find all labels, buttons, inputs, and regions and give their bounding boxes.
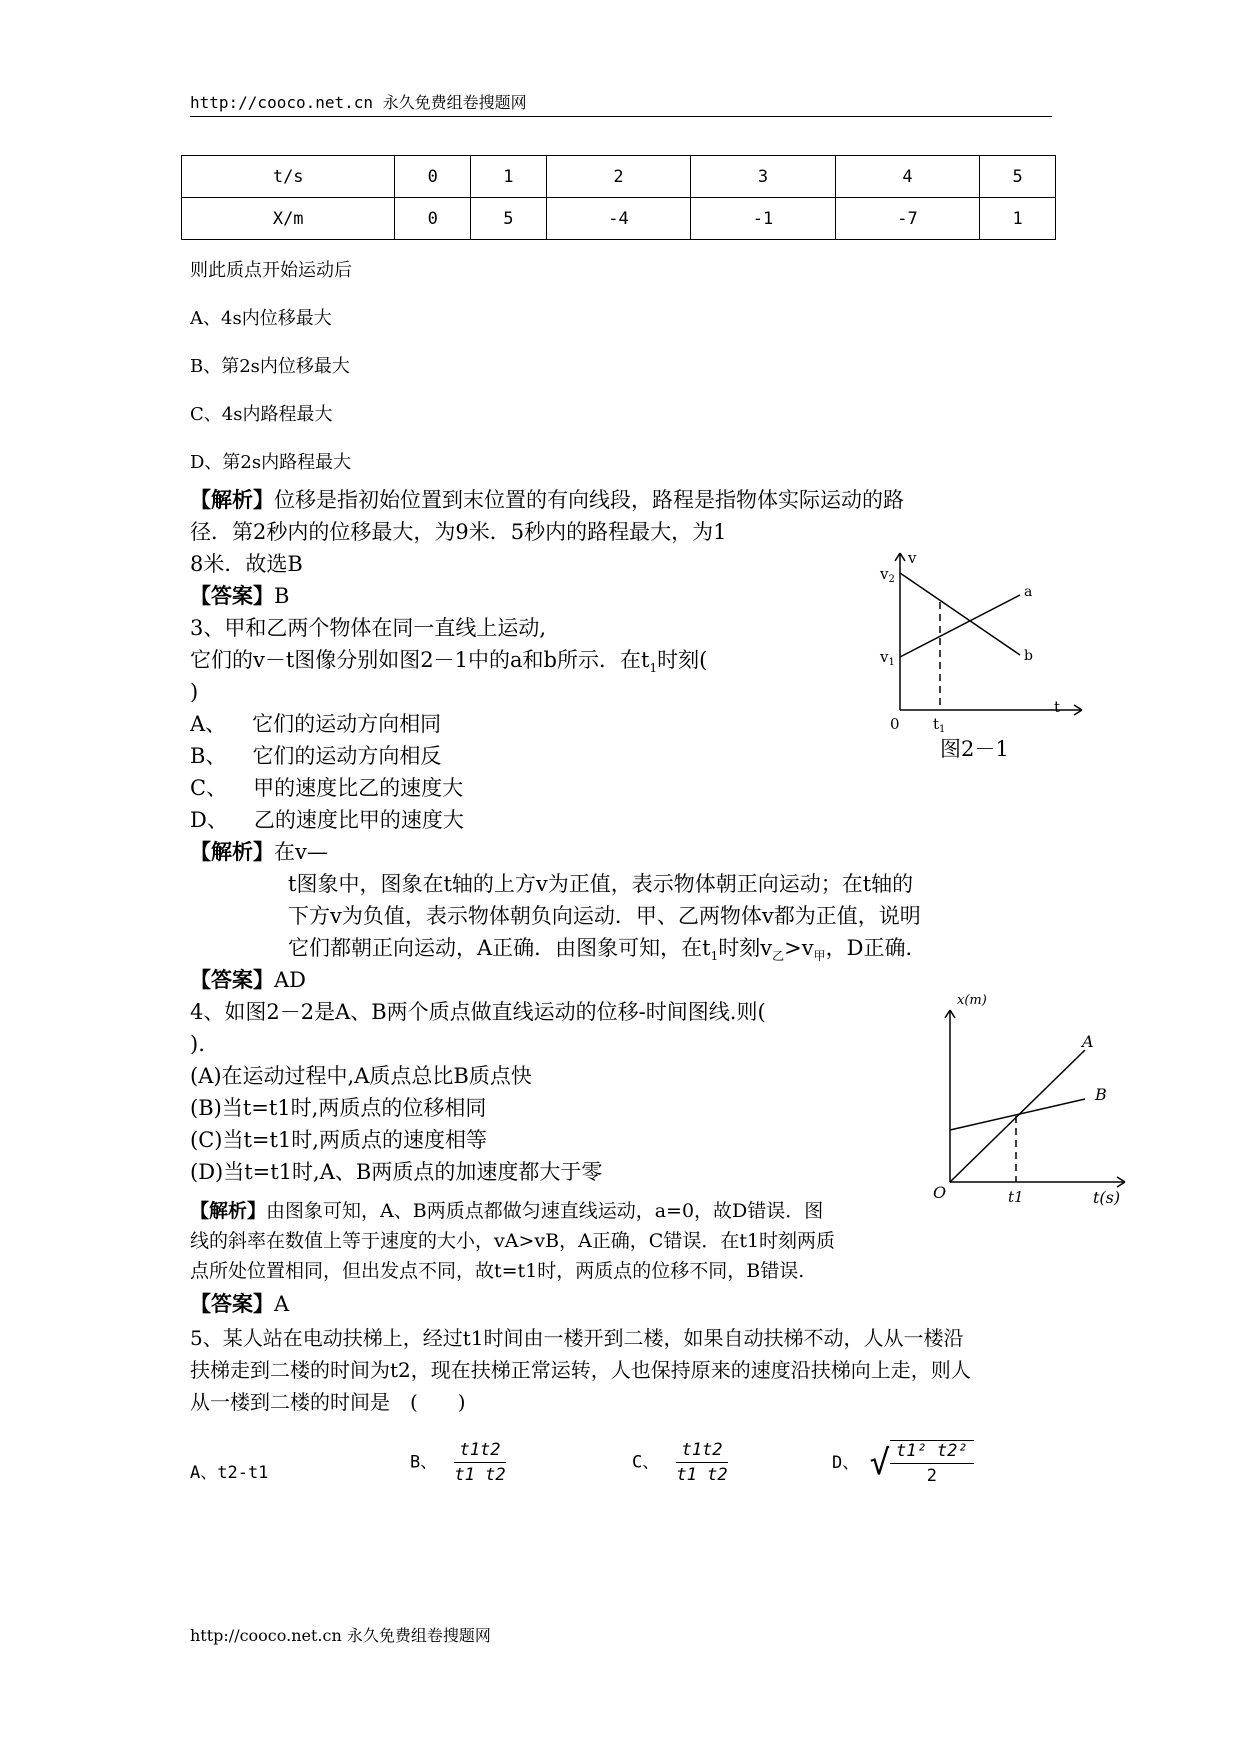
header-rule [190,116,1052,117]
line-a [900,595,1020,657]
q3-line1: 3、甲和乙两个物体在同一直线上运动, [190,616,547,640]
v1-label [879,648,895,668]
line-a [950,1050,1085,1182]
v2-text: v [880,565,889,583]
table-cell: -7 [835,198,980,240]
page-footer: http://cooco.net.cn 永久免费组卷搜题网 [190,1626,491,1645]
table-row [182,198,1056,240]
v2-label [879,565,895,585]
table-cell: 0 [395,198,471,240]
q2-option-c: C、4s内路程最大 [190,404,333,425]
option-letter: D、 [190,808,228,832]
table-cell: -4 [546,198,691,240]
option-letter: B、 [190,744,227,768]
t-axis-label: t [1054,698,1061,716]
line-b [900,573,1020,655]
answer-value: B [274,584,290,608]
option-letter: D、 [832,1453,860,1473]
q4-option-d: (D)当t=t1时,A、B两质点的加速度都大于零 [190,1160,603,1184]
option-text: 它们的运动方向相反 [252,744,442,768]
q2-analysis-line3: 8米．故选B [190,552,303,576]
q5-line2: 扶梯走到二楼的时间为t2，现在扶梯正常运转，人也保持原来的速度沿扶梯向上走，则人 [190,1358,971,1382]
analysis-label: 【解析】 [190,839,274,864]
option-letter: B、 [410,1452,438,1473]
table-row [182,156,1056,198]
v1-text: v [880,648,889,666]
figure-2-2-xt-graph [925,990,1140,1210]
q5-option-d [832,1440,974,1486]
q3-analysis-line4 [288,932,926,972]
answer-value: A [274,1292,290,1316]
line-a-label: a [1024,584,1033,600]
fraction-numerator: t1t2 [454,1440,507,1463]
q4-line2: ). [190,1032,205,1056]
line-b-label: b [1024,648,1033,664]
q3-analysis [190,836,328,868]
q3-analysis-line3: 下方v为负值，表示物体朝负向运动．甲、乙两物体v都为正值，说明 [288,904,921,928]
analysis-label: 【解析】 [190,1200,267,1222]
fraction-denominator: t1 t2 [676,1465,728,1485]
table-cell: 3 [691,156,836,198]
v1-sub: 1 [888,657,895,668]
fraction [676,1440,729,1485]
q3-analysis-line2: t图象中，图象在t轴的上方v为正值，表示物体朝正向运动；在t轴的 [288,872,914,896]
t-axis-label: t(s) [1093,1188,1121,1207]
fraction [454,1440,507,1485]
answer-label: 【答案】 [190,583,274,608]
q3-line2 [190,644,707,684]
analysis-text: 位移是指初始位置到末位置的有向线段，路程是指物体实际运动的路 [274,488,904,512]
option-text: 甲的速度比乙的速度大 [253,776,464,800]
q4-analysis-line3: 点所处位置相同，但出发点不同，故t=t1时，两质点的位移不同，B错误. [190,1260,805,1282]
fraction-numerator: t1t2 [676,1440,729,1463]
figure-2-1-vt-graph [860,545,1095,735]
analysis-sub: 甲 [813,949,826,964]
q4-option-a: (A)在运动过程中,A质点总比B质点快 [190,1064,532,1088]
analysis-label: 【解析】 [190,487,274,512]
option-text: 它们的运动方向相同 [252,712,442,736]
t1-sub: 1 [939,724,946,735]
q3-text: 它们的v－t图像分别如图2－1中的a和b所示．在t [190,648,650,672]
analysis-text: 由图象可知，A、B两质点都做匀速直线运动，a=0，故D错误．图 [266,1200,824,1222]
q4-answer [190,1288,289,1320]
fraction-numerator: t1² t2² [890,1441,974,1464]
table-cell: 5 [980,156,1056,198]
q2-stem: 则此质点开始运动后 [190,260,352,281]
fraction-denominator: 2 [926,1466,937,1486]
q2-analysis [190,484,1070,516]
q4-analysis [190,1196,823,1226]
analysis-text: 时刻v [718,936,773,960]
answer-value: AD [274,968,307,992]
q5-option-b [410,1440,506,1485]
q3-sub: 1 [649,661,658,676]
q4-analysis-line2: 线的斜率在数值上等于速度的大小，vA>vB，A正确，C错误．在t1时刻两质 [190,1230,836,1252]
t1-label [933,715,945,735]
q3-answer [190,964,306,996]
q3-text: 时刻( [657,648,708,672]
option-text: 乙的速度比甲的速度大 [253,808,464,832]
q4-option-c: (C)当t=t1时,两质点的速度相等 [190,1128,487,1152]
q2-option-d: D、第2s内路程最大 [190,452,352,473]
sqrt-icon: √ [869,1443,890,1483]
option-letter: C、 [190,776,228,800]
q3-option-a [190,708,441,740]
analysis-text: 它们都朝正向运动，A正确．由图象可知，在t [288,936,711,960]
q4-option-b: (B)当t=t1时,两质点的位移相同 [190,1096,487,1120]
q2-analysis-line2: 径．第2秒内的位移最大，为9米．5秒内的路程最大，为1 [190,520,727,544]
q3-option-b [190,740,441,772]
q5-line3: 从一楼到二楼的时间是 ( ) [190,1390,466,1414]
q5-line1: 5、某人站在电动扶梯上，经过t1时间由一楼开到二楼，如果自动扶梯不动，人从一楼沿 [190,1326,964,1350]
origin-label: O [933,1183,947,1202]
table-cell: 5 [471,198,547,240]
line-b [950,1099,1085,1130]
q3-option-d [190,804,464,836]
line-b-label: B [1095,1085,1107,1104]
v-axis-label: v [908,549,917,567]
analysis-text: 在v— [274,840,328,864]
t1-label: t1 [1008,1188,1024,1206]
table-cell: -1 [691,198,836,240]
table-cell: 1 [471,156,547,198]
analysis-text: >v [784,936,814,960]
table-cell: 0 [395,156,471,198]
figure-2-1-caption: 图2－1 [940,737,1009,761]
table-cell: X/m [182,198,395,240]
q2-option-b: B、第2s内位移最大 [190,356,350,377]
table-cell: 2 [546,156,691,198]
line-a-label: A [1082,1032,1094,1051]
table-cell: 4 [835,156,980,198]
fraction [890,1440,974,1486]
q3-line3: ) [190,680,199,704]
q2-answer [190,580,289,612]
analysis-text: ，D正确． [825,936,927,960]
table-cell: t/s [182,156,395,198]
t1-text: t [933,715,940,733]
q2-option-a: A、4s内位移最大 [190,308,332,329]
fraction-denominator: t1 t2 [454,1465,506,1485]
v2-sub: 2 [888,574,895,585]
option-letter: C、 [632,1452,660,1473]
q5-option-a: A、t2-t1 [190,1463,269,1483]
x-axis-label: x(m) [957,993,987,1008]
analysis-sub: 乙 [772,949,785,964]
page-header: http://cooco.net.cn 永久免费组卷搜题网 [190,93,527,112]
analysis-sub: 1 [710,949,719,964]
answer-label: 【答案】 [190,1291,274,1316]
q3-option-c [190,772,463,804]
origin-label: 0 [890,715,900,733]
answer-label: 【答案】 [190,967,274,992]
option-letter: A、 [190,712,227,736]
table-cell: 1 [980,198,1056,240]
q4-line1: 4、如图2－2是A、B两个质点做直线运动的位移-时间图线.则( [190,1000,766,1024]
q5-option-c [632,1440,728,1485]
position-time-table [181,155,1056,240]
